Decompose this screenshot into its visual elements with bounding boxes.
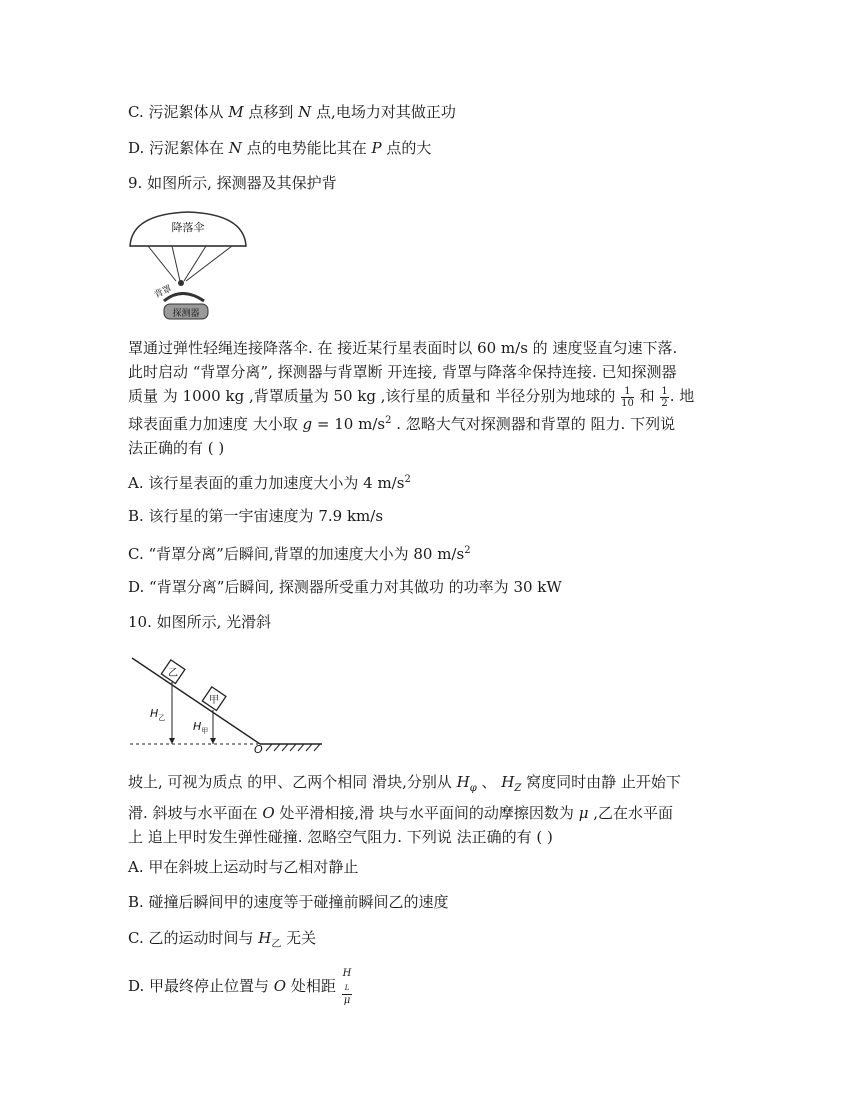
var-p: P [371,139,382,157]
denominator: 2 [661,397,668,409]
var-mu: μ [578,804,589,822]
q10-option-a: A. 甲在斜坡上运动时与乙相对静止 [128,858,359,876]
text: 质量 为 1000 kg ,背罩质量为 50 kg ,该行星的质量和 半径分别为地球的 [128,387,621,405]
text: 、 [476,773,502,791]
var-h: H [501,773,515,791]
text: C. “背罩分离”后瞬间,背罩的加速度大小为 80 m/s [128,545,465,563]
denominator: 10 [621,397,634,409]
text: 窝度同时由静 止开始下 [521,773,681,791]
block-yi-label: 乙 [168,668,178,679]
text: ,乙在水平面 [588,804,673,822]
incline-figure [126,650,330,754]
q9-body [128,336,728,460]
var-h: H [456,773,470,791]
sub: 甲 [201,727,209,735]
h: H [193,720,202,733]
text: 处相距 [286,977,341,995]
text: 和 [634,387,660,405]
h-jia-label [193,720,208,735]
var-g: g [302,414,313,433]
subscript: Z [514,783,522,794]
sub: 乙 [158,714,166,722]
text: 点的大 [381,139,432,157]
denominator: μ [343,995,351,1006]
subscript: L [344,984,350,992]
subscript: φ [469,783,477,794]
text: D. 污泥絮体在 [128,139,229,157]
q9-option-b: B. 该行星的第一宇宙速度为 7.9 km/s [128,507,384,525]
var-o: O [273,977,287,995]
text-line: 此时启动 “背罩分离”, 探测器与背罩断 开连接, 背罩与降落伞保持连接. 已知探测器 [128,363,677,381]
cover-label: 背罩 [153,284,174,301]
q8-option-c [128,102,456,122]
q9-option-d: D. “背罩分离”后瞬间, 探测器所受重力对其做功 的功率为 30 kW [128,578,562,596]
q10-option-d [128,968,353,1006]
text: C. 乙的运动时间与 [128,929,259,947]
text: . 忽略大气对探测器和背罩的 阻力. 下列说 [391,414,676,433]
text-line [128,801,728,825]
text-line [128,409,728,436]
numerator: 1 [661,385,668,397]
h: H [150,707,159,720]
text: D. 甲最终停止位置与 [128,977,274,995]
var-n: N [228,139,242,157]
q9-option-a [128,470,411,493]
q10-body [128,770,728,849]
q10-stem-head: 10. 如图所示, 光滑斜 [128,613,272,631]
text-line [128,770,728,801]
var-m: M [228,103,244,121]
parachute-label: 降落伞 [171,221,205,234]
text-line [128,384,728,409]
fraction [660,386,668,409]
text: . 地 [669,387,695,405]
subscript: 乙 [271,939,282,950]
superscript: 2 [404,474,411,485]
superscript: 2 [385,414,392,426]
text: C. 污泥絮体从 [128,103,229,121]
superscript: 2 [464,545,471,556]
text-line: 法正确的有 ( ) [128,438,225,457]
var-h: H [258,929,272,947]
parachute-figure [126,206,250,326]
text: = 10 m/s [312,414,386,433]
fraction [621,386,634,409]
numerator [342,968,353,995]
h-yi-label [150,707,165,722]
probe-label: 探测器 [172,309,200,319]
text-line: 上 追上甲时发生弹性碰撞. 忽略空气阻力. 下列说 法正确的有 ( ) [128,828,553,846]
text: 球表面重力加速度 大小取 [128,414,303,433]
block-jia-label: 甲 [209,695,219,706]
text: 点移到 [243,103,299,121]
q9-option-c [128,541,471,564]
text: 坡上, 可视为质点 的甲、乙两个相同 滑块,分别从 [128,773,457,791]
var-n: N [298,103,312,121]
origin-label: O [254,743,263,754]
text: A. 该行星表面的重力加速度大小为 4 m/s [128,474,405,492]
fraction [342,968,353,1006]
text: 无关 [281,929,317,947]
text-line: 罩通过弹性轻绳连接降落伞. 在 接近某行星表面时以 60 m/s 的 速度竖直匀速下落. [128,339,678,357]
q10-option-b: B. 碰撞后瞬间甲的速度等于碰撞前瞬间乙的速度 [128,893,449,911]
h: H [342,968,352,979]
q8-option-d [128,138,431,158]
text: 滑. 斜坡与水平面在 [128,804,263,822]
q9-stem-head: 9. 如图所示, 探测器及其保护背 [128,174,337,192]
numerator: 1 [621,386,634,398]
q10-option-c [128,928,316,955]
text: 点的电势能比其在 [241,139,372,157]
text: 处平滑相接,滑 块与水平面间的动摩擦因数为 [274,804,579,822]
text: 点,电场力对其做正功 [311,103,456,121]
var-o: O [262,804,275,822]
